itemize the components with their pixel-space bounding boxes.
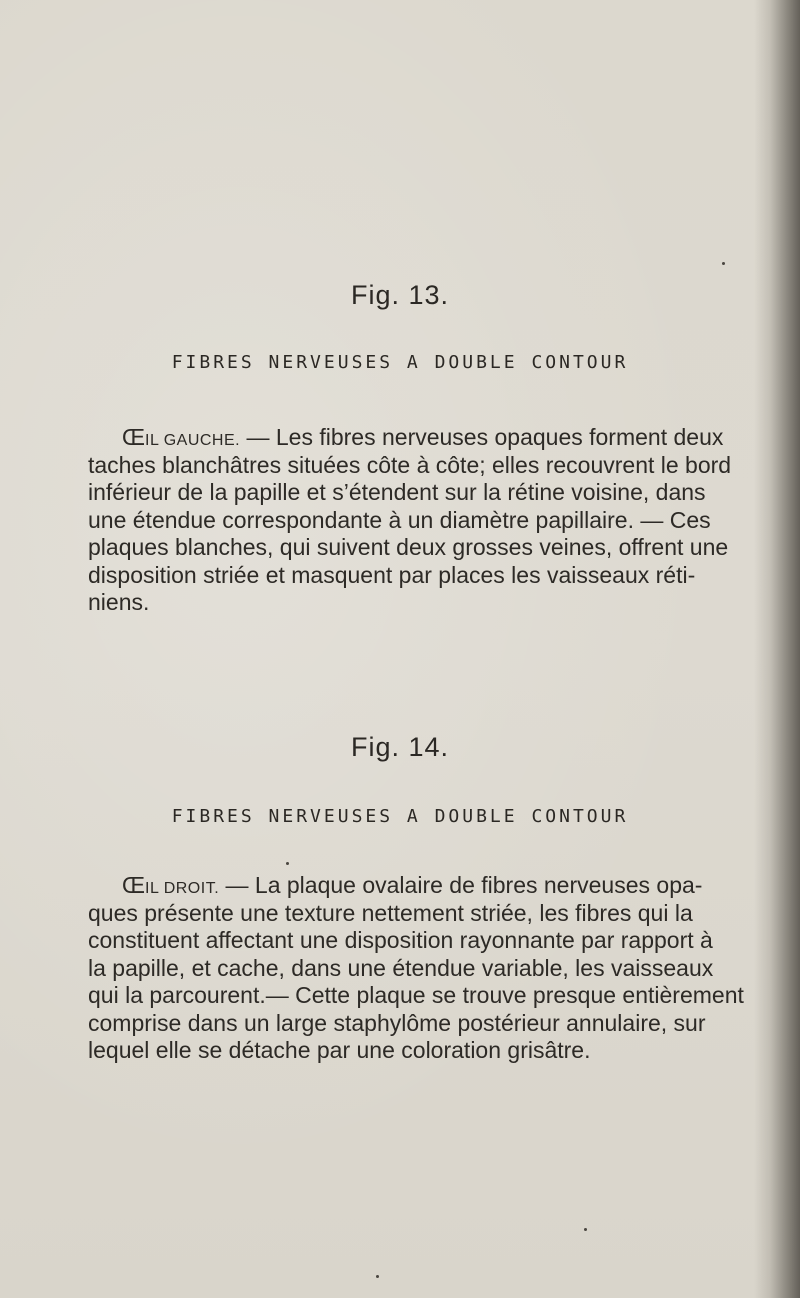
figure-13-line-6: disposition striée et masquent par places les vaisseaux réti- [88, 561, 696, 588]
figure-13-line-3: inférieur de la papille et s’étendent sur la rétine voisine, dans [88, 479, 706, 505]
paper-speck [376, 1275, 379, 1278]
paper-speck [584, 1228, 587, 1231]
figure-13-caption: FIBRES NERVEUSES A DOUBLE CONTOUR [171, 352, 629, 373]
figure-13-line-2: taches blanchâtres situées côte à côte; elles recouvrent le bord [88, 451, 732, 478]
figure-13-lead-smallcaps: IL GAUCHE. [145, 432, 241, 449]
figure-13-title: Fig. 13. [350, 280, 450, 310]
figure-13-lead-initial: Œ [122, 424, 145, 450]
figure-14-line-1-text: — La plaque ovalaire de fibres nerveuses opa- [219, 872, 703, 898]
figure-14-line-1 [88, 872, 768, 900]
figure-13-line-1 [88, 424, 768, 452]
figure-14-caption: FIBRES NERVEUSES A DOUBLE CONTOUR [171, 806, 629, 827]
figure-14-line-6: comprise dans un large staphylôme postérieur annulaire, sur [88, 1009, 706, 1036]
figure-14-line-5: qui la parcourent.— Cette plaque se trouve presque entièrement [88, 982, 744, 1008]
figure-13-line-4: une étendue correspondante à un diamètre papillaire. — Ces [88, 506, 711, 533]
paper-speck [286, 862, 289, 865]
figure-14-line-7: lequel elle se détache par une coloration grisâtre. [88, 1037, 591, 1063]
figure-14-line-4: la papille, et cache, dans une étendue variable, les vaisseaux [88, 954, 714, 981]
figure-14-description [88, 872, 768, 1065]
figure-13-line-7: niens. [88, 589, 150, 615]
figure-14-lead-initial: Œ [122, 872, 145, 898]
figure-13-line-5: plaques blanches, qui suivent deux grosses veines, offrent une [88, 534, 729, 560]
figure-13-line-1-text: — Les fibres nerveuses opaques forment deux [240, 424, 724, 450]
figure-14-title: Fig. 14. [350, 732, 450, 762]
figure-14-line-3: constituent affectant une disposition rayonnante par rapport à [88, 927, 713, 953]
figure-13-description [88, 424, 768, 617]
figure-14-line-2: ques présente une texture nettement striée, les fibres qui la [88, 899, 693, 926]
figure-14-lead-smallcaps: IL DROIT. [145, 880, 220, 897]
paper-speck [722, 262, 725, 265]
page-edge-shadow [754, 0, 800, 1298]
